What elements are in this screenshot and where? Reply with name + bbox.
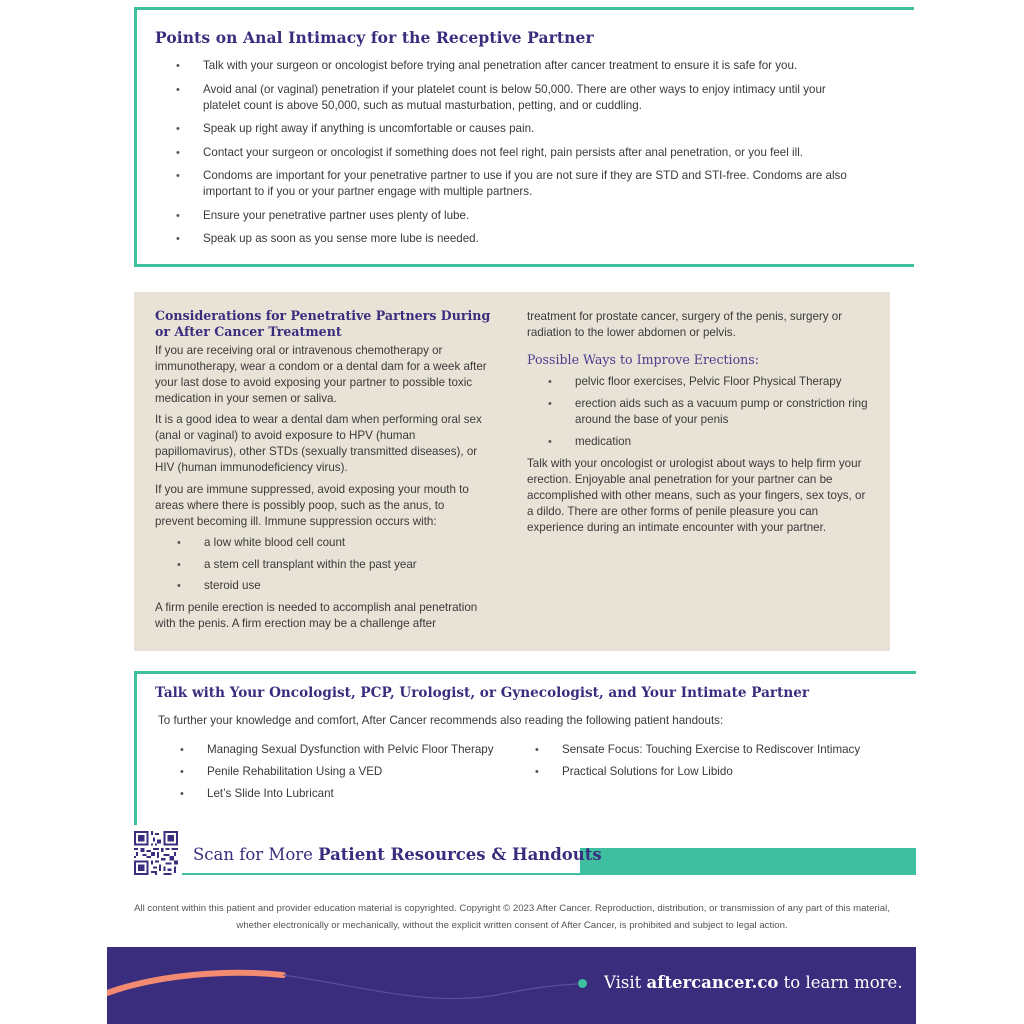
scan-banner-text[interactable]: Scan for More Patient Resources & Handouts (193, 845, 602, 864)
bullet-dot-icon: • (180, 788, 184, 800)
list-item: • Managing Sexual Dysfunction with Pelvic Floor Therapy (180, 743, 494, 756)
handouts-box (134, 671, 916, 825)
footer-site-link[interactable]: aftercancer.co (646, 973, 779, 992)
qr-code-icon[interactable] (134, 831, 178, 875)
bullet-dot-icon: • (176, 83, 180, 96)
list-item: • Speak up as soon as you sense more lube is needed. (176, 232, 479, 245)
bullet-dot-icon: • (535, 744, 539, 756)
footer-visit-text: Visit aftercancer.co to learn more. (604, 973, 903, 992)
immune-list (177, 535, 504, 600)
handouts-list-left (180, 742, 527, 808)
bullet-dot-icon: • (176, 233, 180, 245)
list-item: • Condoms are important for your penetrative partner to use if you are not sure if they are STD and STI-free. Condoms are also important to if you or your partner engage with multiple partners. (176, 169, 847, 198)
bullet-dot-icon: • (180, 766, 184, 778)
erection-paragraph: A firm penile erection is needed to accomplish anal penetration with the penis. A firm erection may be a challenge after (155, 601, 478, 630)
bullet-dot-icon: • (177, 580, 181, 592)
receptive-partner-title: Points on Anal Intimacy for the Receptive Partner (155, 28, 594, 47)
handouts-intro: To further your knowledge and comfort, After Cancer recommends also reading the following patient handouts: (158, 714, 724, 727)
list-item: • Avoid anal (or vaginal) penetration if your platelet count is below 50,000. There are other ways to enjoy intimacy until your platelet count is above 50,000, such as mutual masturbation, petting, and or cuddling. (176, 82, 826, 112)
handouts-title: Talk with Your Oncologist, PCP, Urologist, or Gynecologist, and Your Intimate Partner (155, 685, 810, 701)
bullet-dot-icon: • (176, 170, 180, 182)
receptive-partner-list (176, 58, 863, 255)
bullet-dot-icon: • (548, 436, 552, 448)
list-item: • Let’s Slide Into Lubricant (180, 787, 334, 800)
erections-subtitle: Possible Ways to Improve Erections: (527, 352, 759, 367)
scan-banner-line (182, 873, 916, 875)
bullet-dot-icon: • (535, 766, 539, 778)
handouts-list-right (535, 742, 922, 786)
copyright-notice: All content within this patient and provider education material is copyrighted. Copyright © 2023 After Cancer. Reproduction, distribution, or transmission of any part of this material, whether electronically or mechanically, without the explicit written consent of After Cancer, is prohibited and subject to legal action. (134, 903, 890, 931)
list-item: • steroid use (177, 579, 261, 592)
chemo-paragraph: If you are receiving oral or intravenous chemotherapy or immunotherapy, wear a condom or a dental dam for a week after your last dose to avoid exposing your partner to possible toxic medication in your semen or saliva. (155, 344, 487, 405)
list-item: • a low white blood cell count (177, 536, 346, 549)
erection-continued-paragraph: treatment for prostate cancer, surgery of the penis, surgery or radiation to the lower abdomen or pelvis. (527, 310, 843, 339)
bullet-dot-icon: • (180, 744, 184, 756)
bullet-dot-icon: • (177, 558, 181, 571)
list-item: • erection aids such as a vacuum pump or constriction ring around the base of your penis (548, 397, 868, 426)
bullet-dot-icon: • (177, 537, 181, 549)
bullet-dot-icon: • (548, 376, 552, 388)
immune-paragraph: If you are immune suppressed, avoid exposing your mouth to areas where there is possibly poop, such as the anus, to prevent becoming ill. Immune suppression occurs with: (155, 483, 469, 528)
bullet-dot-icon: • (176, 209, 180, 222)
list-item: • a stem cell transplant within the past year (177, 557, 417, 571)
list-item: • Sensate Focus: Touching Exercise to Rediscover Intimacy (535, 743, 861, 756)
list-item: • Talk with your surgeon or oncologist before trying anal penetration after cancer treatment to ensure it is safe for you. (176, 59, 798, 72)
erection-list (548, 374, 875, 456)
bullet-dot-icon: • (176, 60, 180, 72)
bullet-dot-icon: • (548, 398, 552, 410)
list-item: • Penile Rehabilitation Using a VED (180, 765, 383, 778)
receptive-partner-box (134, 7, 914, 267)
scan-banner-bar (580, 848, 916, 875)
dental-dam-paragraph: It is a good idea to wear a dental dam when performing oral sex (anal or vaginal) to avoid exposure to HPV (human papillomavirus), other STDs (sexually transmitted diseases), or HIV (human immunodeficiency virus). (155, 413, 482, 474)
list-item: • medication (548, 435, 632, 448)
footer-banner (107, 947, 916, 1024)
bullet-dot-icon: • (176, 123, 180, 135)
list-item: • Practical Solutions for Low Libido (535, 765, 733, 778)
footer-dot-icon (578, 979, 587, 988)
list-item: • Speak up right away if anything is uncomfortable or causes pain. (176, 122, 535, 135)
list-item: • Ensure your penetrative partner uses plenty of lube. (176, 208, 470, 222)
list-item: • Contact your surgeon or oncologist if something does not feel right, pain persists after anal penetration, or you feel ill. (176, 145, 803, 159)
penetrative-partner-box (134, 292, 890, 651)
oncologist-paragraph: Talk with your oncologist or urologist about ways to help firm your erection. Enjoyable anal penetration for your partner can be accomplished with other means, such as your fingers, sex toys, or a dildo. There are other forms of penile pleasure you can experience during an intimate encounter with your partner. (527, 457, 866, 534)
list-item: • pelvic floor exercises, Pelvic Floor Physical Therapy (548, 375, 842, 388)
bullet-dot-icon: • (176, 146, 180, 159)
penetrative-partner-title: Considerations for Penetrative Partners During or After Cancer Treatment (155, 308, 491, 339)
